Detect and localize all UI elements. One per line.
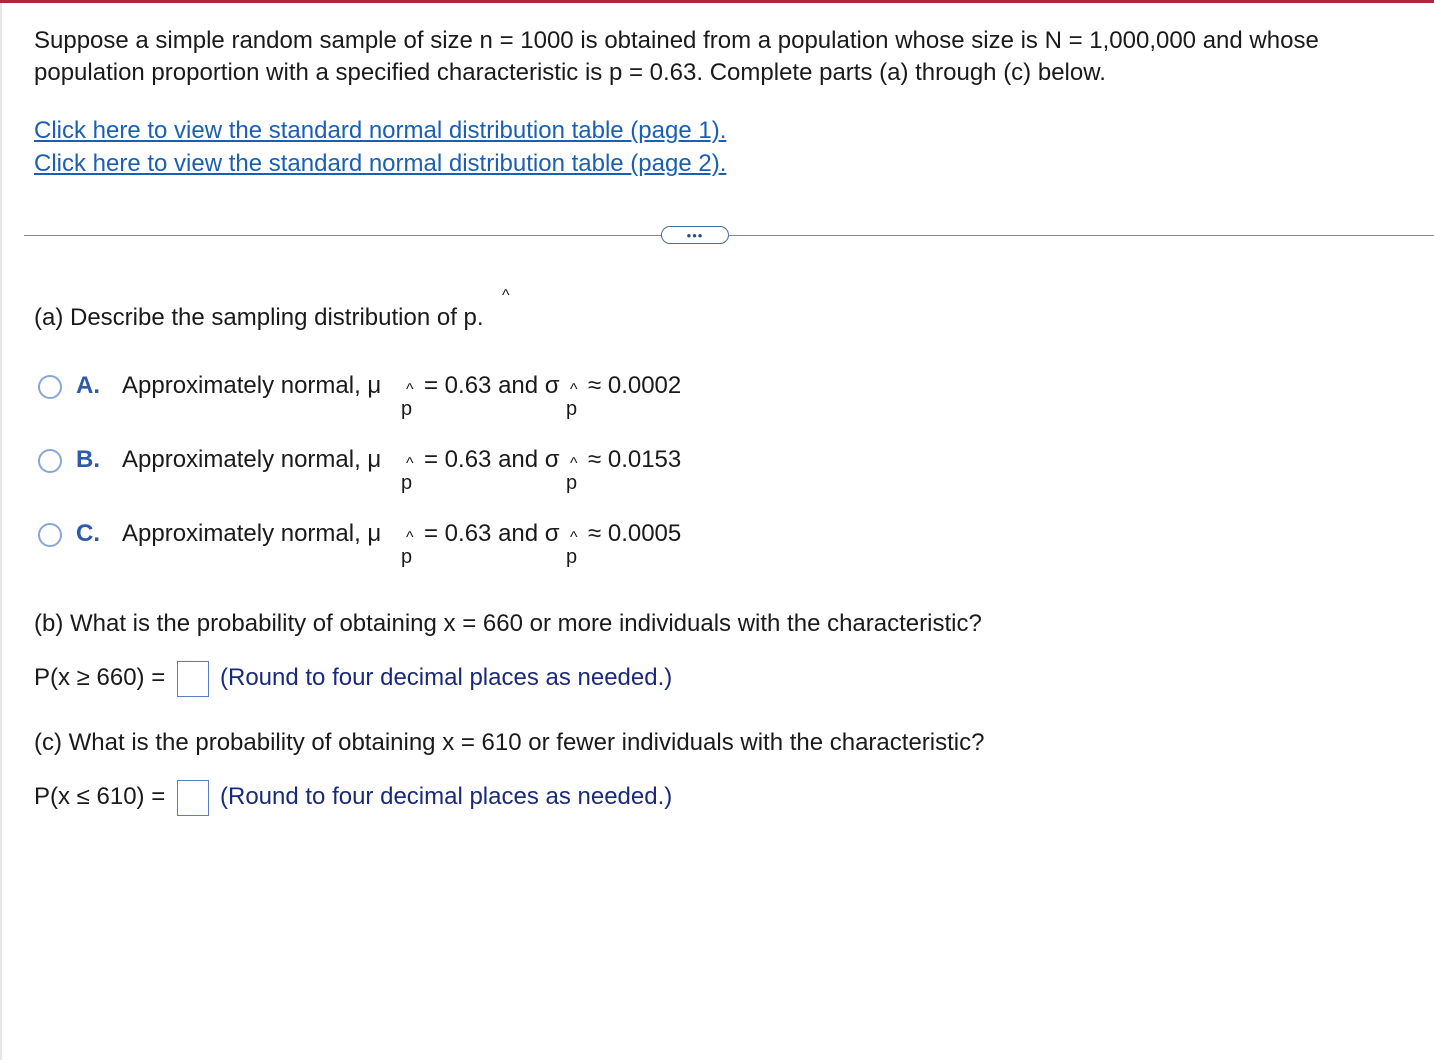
option-a-sigma-hat: ^ bbox=[570, 381, 578, 398]
part-a-prompt: (a) Describe the sampling distribution of p. bbox=[34, 304, 484, 331]
part-c-label: P(x ≤ 610) = bbox=[34, 783, 166, 810]
question-line-1: Suppose a simple random sample of size n = 1000 is obtained from a population whose size is N = 1,000,000 and whose bbox=[34, 27, 1319, 54]
option-c-sigma-subscript: p bbox=[566, 546, 578, 568]
option-c-mid: = 0.63 and σ bbox=[424, 520, 560, 547]
more-options-button[interactable]: ••• bbox=[661, 226, 729, 244]
option-b-approx: ≈ 0.0153 bbox=[588, 446, 682, 473]
option-a-approx: ≈ 0.0002 bbox=[588, 372, 682, 399]
part-b-answer-input[interactable] bbox=[177, 661, 209, 697]
normal-table-page-1-link[interactable]: Click here to view the standard normal distribution table (page 1). bbox=[34, 117, 727, 144]
left-border bbox=[0, 3, 2, 1060]
part-c-hint: (Round to four decimal places as needed.) bbox=[220, 783, 673, 810]
option-a-mu-hat: ^ bbox=[406, 381, 414, 398]
option-a-letter: A. bbox=[76, 372, 100, 399]
option-a-sigma-subscript: p bbox=[566, 398, 578, 420]
option-c-sigma-hat: ^ bbox=[570, 529, 578, 546]
normal-table-page-2-link[interactable]: Click here to view the standard normal distribution table (page 2). bbox=[34, 150, 727, 177]
option-c-mu-hat: ^ bbox=[406, 529, 414, 546]
section-divider bbox=[24, 235, 1434, 236]
option-c-text: Approximately normal, μ bbox=[122, 520, 382, 547]
option-c-letter: C. bbox=[76, 520, 100, 547]
part-c-answer-input[interactable] bbox=[177, 780, 209, 816]
option-b-mu-subscript: p bbox=[401, 472, 413, 494]
option-b-sigma-hat: ^ bbox=[570, 455, 578, 472]
p-hat-accent: ^ bbox=[502, 287, 510, 304]
option-b-letter: B. bbox=[76, 446, 100, 473]
option-a-radio[interactable] bbox=[38, 375, 62, 399]
option-a-mu-subscript: p bbox=[401, 398, 413, 420]
option-a-text: Approximately normal, μ bbox=[122, 372, 382, 399]
option-a-mid: = 0.63 and σ bbox=[424, 372, 560, 399]
top-accent-bar bbox=[0, 0, 1434, 3]
option-c-radio[interactable] bbox=[38, 523, 62, 547]
option-b-sigma-subscript: p bbox=[566, 472, 578, 494]
option-b-text: Approximately normal, μ bbox=[122, 446, 382, 473]
question-line-2: population proportion with a specified characteristic is p = 0.63. Complete parts (a) through (c) below. bbox=[34, 59, 1106, 86]
option-b-radio[interactable] bbox=[38, 449, 62, 473]
part-c-prompt: (c) What is the probability of obtaining x = 610 or fewer individuals with the characteristic? bbox=[34, 729, 985, 756]
option-c-approx: ≈ 0.0005 bbox=[588, 520, 682, 547]
part-b-hint: (Round to four decimal places as needed.) bbox=[220, 664, 673, 691]
part-b-prompt: (b) What is the probability of obtaining x = 660 or more individuals with the characteristic? bbox=[34, 610, 982, 637]
option-b-mid: = 0.63 and σ bbox=[424, 446, 560, 473]
option-c-mu-subscript: p bbox=[401, 546, 413, 568]
option-b-mu-hat: ^ bbox=[406, 455, 414, 472]
part-b-label: P(x ≥ 660) = bbox=[34, 664, 166, 691]
